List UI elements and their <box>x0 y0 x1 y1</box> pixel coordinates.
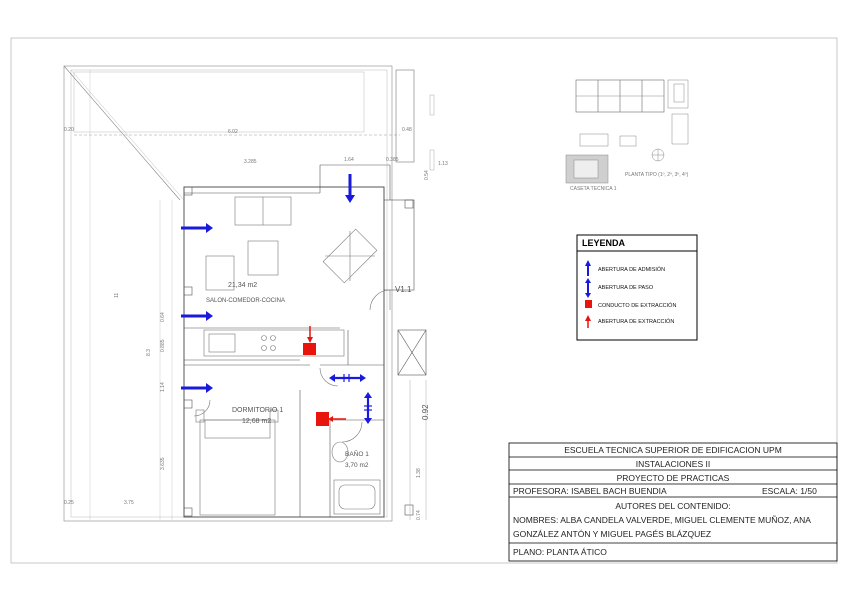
extraction-duct <box>316 412 329 426</box>
dim-text: 8.3 <box>146 349 152 356</box>
dim-text: 6.02 <box>228 129 238 135</box>
dim-text: 1.38 <box>416 468 422 478</box>
dim-text: 0.385 <box>386 157 399 163</box>
keyplan-subcaption: CASETA TECNICA 1 <box>570 186 617 192</box>
dim-text: 3.635 <box>160 457 166 470</box>
dim-text: 3.75 <box>124 500 134 506</box>
dim-text: 0.74 <box>416 510 422 520</box>
title-school: ESCUELA TECNICA SUPERIOR DE EDIFICACION UPM <box>564 445 782 455</box>
dim-text: 1.13 <box>438 161 448 167</box>
title-course: INSTALACIONES II <box>635 459 711 469</box>
pass-arrow-head <box>360 374 366 382</box>
dim-text: 0.64 <box>160 312 166 322</box>
admission-arrow-head <box>345 195 355 203</box>
dim-text: 11 <box>114 292 120 298</box>
dim-text: 0.92 <box>421 404 430 420</box>
bath-name: BAÑO 1 <box>345 451 369 458</box>
pass-arrow-head <box>364 418 372 424</box>
title-names-1: NOMBRES: ALBA CANDELA VALVERDE, MIGUEL CLEMENTE MUÑOZ, ANA <box>513 515 811 525</box>
door-tag: V1.1 <box>395 285 412 294</box>
living-name: SALON-COMEDOR-COCINA <box>206 298 286 304</box>
dim-text: 0.20 <box>64 127 74 133</box>
pass-arrow-head <box>329 374 335 382</box>
title-project: PROYECTO DE PRACTICAS <box>616 473 730 483</box>
dim-text: 0.25 <box>64 500 74 506</box>
legend-item-label: ABERTURA DE PASO <box>598 285 654 291</box>
legend-item-label: ABERTURA DE EXTRACCIÓN <box>598 319 675 325</box>
title-plan-name: PLANO: PLANTA ÁTICO <box>513 547 607 557</box>
legend-duct-icon <box>585 300 592 308</box>
title-authors-heading: AUTORES DEL CONTENIDO: <box>615 501 731 511</box>
bath-area: 3,70 m2 <box>345 462 369 469</box>
title-names-2: GONZÁLEZ ANTÓN Y MIGUEL PAGÉS BLÁZQUEZ <box>513 529 712 539</box>
admission-arrow-head <box>206 223 213 233</box>
dim-text: 0.54 <box>424 170 430 180</box>
bedroom-name: DORMITORIO 1 <box>232 407 284 414</box>
dim-text: 1.64 <box>344 157 354 163</box>
dim-text: 1.14 <box>160 382 166 392</box>
admission-arrow-head <box>206 383 213 393</box>
dim-text: 3.285 <box>244 159 257 165</box>
keyplan-caption: PLANTA TIPO (1º, 2º, 3º, 4º) <box>625 172 689 178</box>
title-scale: ESCALA: 1/50 <box>762 486 817 496</box>
legend-title: LEYENDA <box>582 238 626 248</box>
pass-arrow-head <box>364 392 372 398</box>
title-teacher: PROFESORA: ISABEL BACH BUENDIA <box>513 486 667 496</box>
key-plan <box>566 80 688 183</box>
legend-box <box>577 235 697 340</box>
dim-text: 0.48 <box>402 127 412 133</box>
living-area: 21,34 m2 <box>228 282 258 289</box>
extraction-duct <box>303 343 316 355</box>
dim-text: 0.885 <box>160 339 166 352</box>
bedroom-area: 12,68 m2 <box>242 418 272 425</box>
admission-arrow-head <box>206 311 213 321</box>
legend-item-label: CONDUCTO DE EXTRACCIÓN <box>598 303 677 309</box>
legend-item-label: ABERTURA DE ADMISIÓN <box>598 267 666 273</box>
